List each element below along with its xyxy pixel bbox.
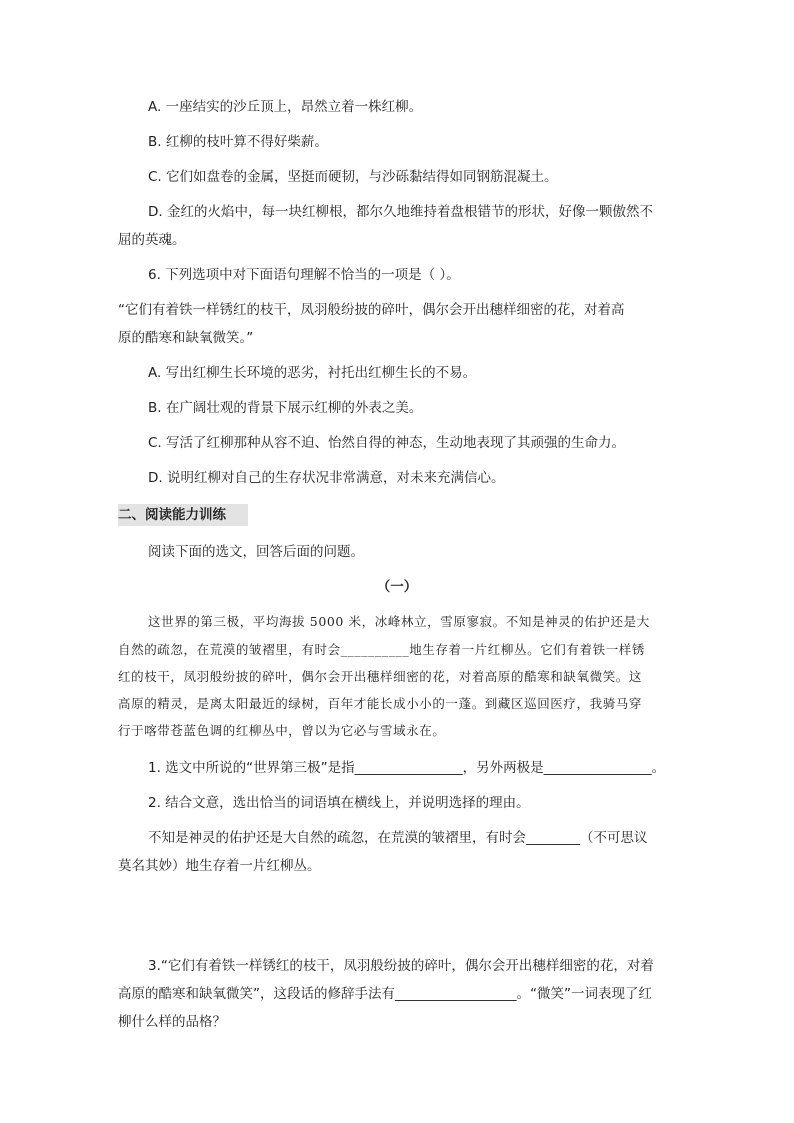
passage-line-1: 这世界的第三极，平均海拔 5000 米，冰峰林立，雪原寥寂。不知是神灵的佑护还是大 (148, 614, 650, 629)
q5-option-d-line1: D. 金红的火焰中，每一块红柳根，都尔久地维持着盘根错节的形状，好像一颗傲然不 (148, 204, 653, 220)
q6-quote-line2: 原的酷寒和缺氧微笑。” (118, 330, 254, 346)
q6-option-b: B. 在广阔壮观的背景下展示红柳的外表之美。 (148, 400, 423, 416)
question-2-text-line1: 不知是神灵的佑护还是大自然的疏忽，在荒漠的皱褶里，有时会________（不可思议 (148, 830, 648, 846)
question-3-line3: 柳什么样的品格？ (118, 1014, 226, 1030)
section-instruction: 阅读下面的选文，回答后面的问题。 (148, 544, 364, 560)
passage-line-2: 自然的疏忽，在荒漠的皱褶里，有时会__________地生存着一片红柳丛。它们有着铁一样锈 (118, 642, 646, 657)
q6-option-d: D. 说明红柳对自己的生存状况非常满意，对未来充满信心。 (148, 470, 505, 486)
q5-option-c: C. 它们如盘卷的金属，坚挺而硬韧，与沙砾黏结得如同钢筋混凝土。 (148, 169, 558, 185)
passage-line-4: 高原的精灵，是离太阳最近的绿树，百年才能长成小小的一蓬。到藏区巡回医疗，我骑马穿 (118, 696, 643, 711)
q6-stem: 6. 下列选项中对下面语句理解不恰当的一项是（ ）。 (148, 267, 460, 283)
question-1: 1. 选文中所说的“世界第三极”是指________________，另外两极是________________。 (148, 760, 666, 776)
q5-option-a: A. 一座结实的沙丘顶上，昂然立着一株红柳。 (148, 99, 423, 115)
q5-option-d-line2: 屈的英魂。 (118, 232, 186, 248)
q5-option-b: B. 红柳的枝叶算不得好柴薪。 (148, 134, 328, 150)
passage-title: （一） (376, 579, 418, 595)
question-3-line2: 高原的酷寒和缺氧微笑”，这段话的修辞手法有__________________。“微笑”一词表现了红 (118, 986, 652, 1002)
section-heading: 二、阅读能力训练 (118, 504, 248, 526)
question-2-text-line2: 莫名其妙）地生存着一片红柳丛。 (118, 858, 321, 874)
q6-quote-line1: “它们有着铁一样锈红的枝干，凤羽般纷披的碎叶，偶尔会开出穗样细密的花，对着高 (118, 302, 625, 318)
passage-line-5: 行于喀带苍蓝色调的红柳丛中，曾以为它必与雪域永在。 (118, 723, 446, 738)
passage-line-3: 红的枝干，凤羽般纷披的碎叶，偶尔会开出穗样细密的花，对着高原的酷寒和缺氧微笑。这 (118, 669, 643, 684)
question-3-line1: 3.“它们有着铁一样锈红的枝干，凤羽般纷披的碎叶，偶尔会开出穗样细密的花，对着 (148, 958, 654, 974)
question-2: 2. 结合文意，选出恰当的词语填在横线上，并说明选择的理由。 (148, 795, 530, 811)
q6-option-a: A. 写出红柳生长环境的恶劣，衬托出红柳生长的不易。 (148, 365, 477, 381)
q6-option-c: C. 写活了红柳那种从容不迫、怡然自得的神态，生动地表现了其顽强的生命力。 (148, 435, 626, 451)
